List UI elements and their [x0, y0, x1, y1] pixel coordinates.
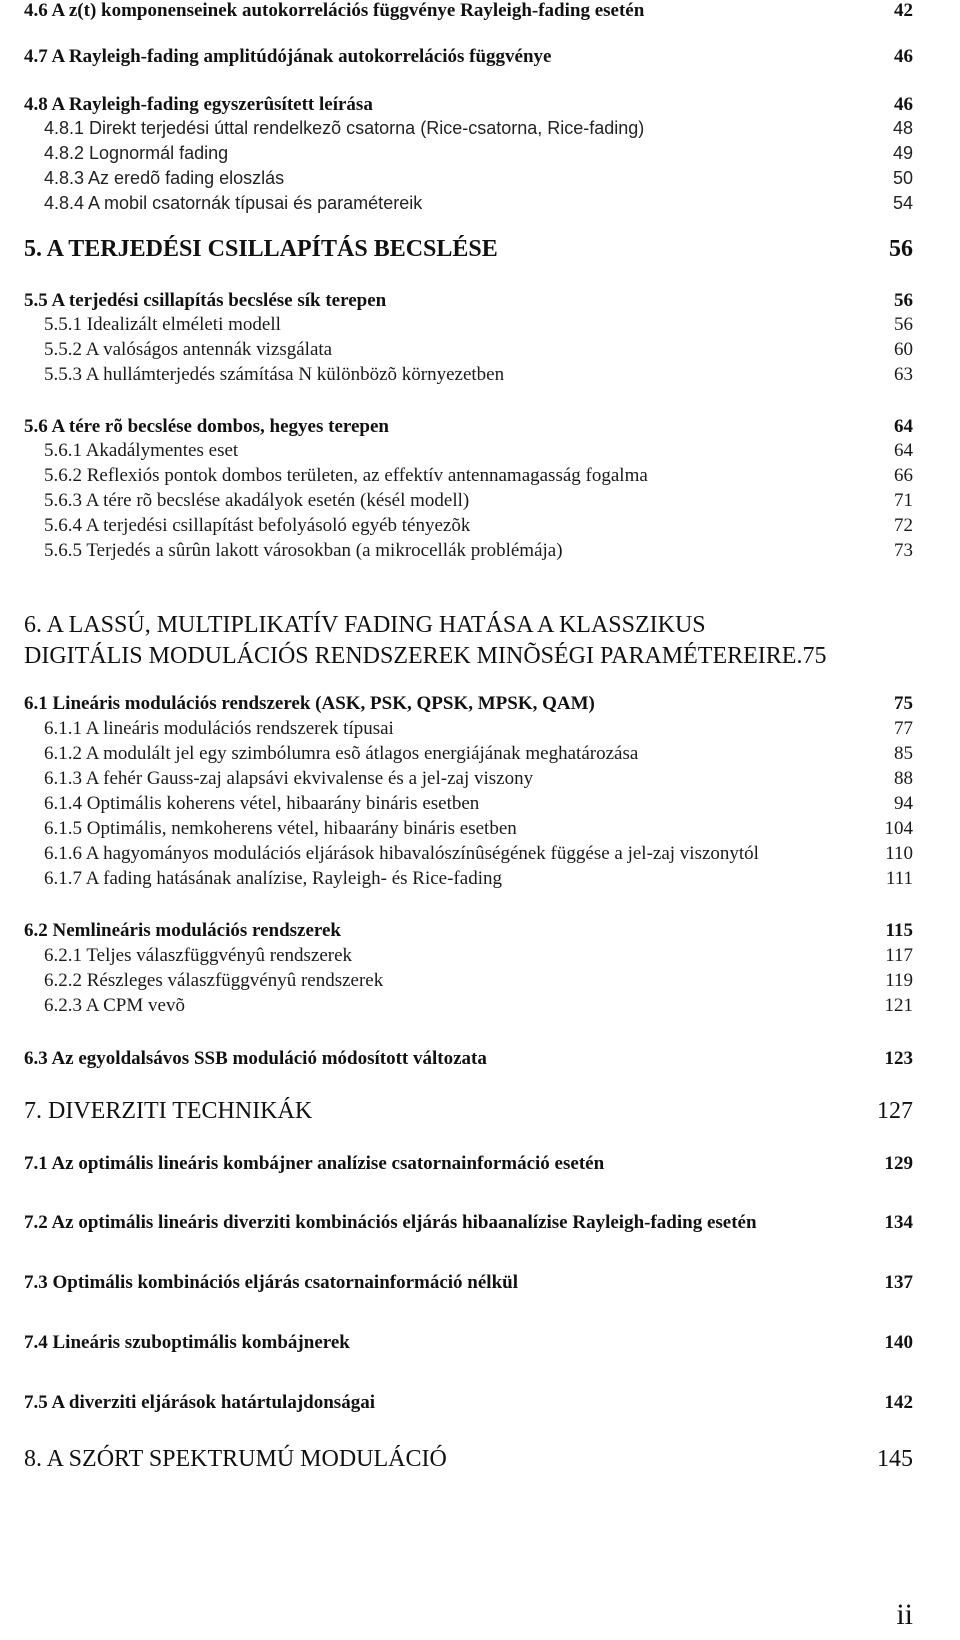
toc-entry-title: 6.2 Nemlineáris modulációs rendszerek: [24, 920, 341, 941]
toc-entry-title: 4.6 A z(t) komponenseinek autokorrelációs függvénye Rayleigh-fading esetén: [24, 0, 645, 21]
toc-entry-title: 4.8.3 Az eredõ fading eloszlás: [44, 168, 285, 188]
toc-entry-page: 46: [894, 94, 913, 115]
toc-entry-page: 64: [894, 440, 913, 461]
toc-entry-title: 7.1 Az optimális lineáris kombájner analízise csatornainformáció esetén: [24, 1153, 605, 1174]
toc-entry-title: 7.3 Optimális kombinációs eljárás csatornainformáció nélkül: [24, 1272, 518, 1293]
toc-entry-page: 64: [894, 416, 913, 437]
toc-entry-title: 5.6.3 A tére rõ becslése akadályok esetén (késél modell): [44, 490, 470, 511]
toc-entry-page: 56: [894, 314, 913, 335]
toc-entry-page: 63: [894, 364, 913, 385]
toc-entry-page: 60: [894, 339, 913, 360]
toc-entry-title: 6. A LASSÚ, MULTIPLIKATÍV FADING HATÁSA A KLASSZIKUS: [24, 612, 706, 638]
toc-entry-title: 6.1.7 A fading hatásának analízise, Rayleigh- és Rice-fading: [44, 868, 502, 889]
toc-entry-title: 6.2.2 Részleges válaszfüggvényû rendszerek: [44, 970, 384, 991]
toc-entry-title: 5.5.2 A valóságos antennák vizsgálata: [44, 339, 333, 360]
toc-entry-page: 142: [884, 1392, 913, 1413]
toc-entry-page: 72: [894, 515, 913, 536]
toc-entry-title: DIGITÁLIS MODULÁCIÓS RENDSZEREK MINÕSÉGI PARAMÉTEREIRE.75: [24, 643, 827, 669]
toc-entry-title: 5.6.2 Reflexiós pontok dombos területen, az effektív antennamagasság fogalma: [44, 465, 648, 486]
toc-entry-title: 7.5 A diverziti eljárások határtulajdonságai: [24, 1392, 375, 1413]
toc-entry-page: 56: [894, 290, 913, 311]
toc-entry-title: 4.7 A Rayleigh-fading amplitúdójának autokorrelációs függvénye: [24, 46, 552, 67]
toc-entry-page: 48: [892, 118, 913, 138]
toc-entry-title: 5.6 A tére rõ becslése dombos, hegyes terepen: [24, 416, 389, 437]
toc-entry-title: 6.1.5 Optimális, nemkoherens vétel, hibaarány bináris esetben: [44, 818, 517, 839]
toc-entry-title: 5.5 A terjedési csillapítás becslése sík terepen: [24, 290, 387, 311]
toc-entry-title: 4.8.1 Direkt terjedési úttal rendelkezõ csatorna (Rice-csatorna, Rice-fading): [44, 118, 645, 138]
toc-entry-title: 5.6.4 A terjedési csillapítást befolyásoló egyéb tényezõk: [44, 515, 471, 536]
toc-entry-page: 110: [885, 843, 913, 864]
toc-entry-page: 121: [884, 995, 913, 1016]
toc-entry-page: 123: [884, 1048, 913, 1069]
page-number: ii: [896, 1598, 913, 1631]
toc-entry-page: 111: [885, 868, 913, 889]
toc-entry-page: 115: [885, 920, 913, 941]
toc-entry-title: 5.6.1 Akadálymentes eset: [44, 440, 239, 461]
toc-entry-title: 6.1.4 Optimális koherens vétel, hibaarány bináris esetben: [44, 793, 480, 814]
toc-entry-page: 88: [894, 768, 913, 789]
toc-entry-title: 6.1.6 A hagyományos modulációs eljárások hibavalószínûségének függése a jel-zaj viszonytól: [44, 843, 759, 864]
toc-entry-page: 54: [892, 193, 913, 213]
toc-entry-page: 119: [885, 970, 913, 991]
toc-entry-page: 117: [885, 945, 913, 966]
toc-entry-title: 6.1.2 A modulált jel egy szimbólumra esõ átlagos energiájának meghatározása: [44, 743, 639, 764]
toc-entry-page: 66: [894, 465, 913, 486]
toc-entry-title: 5. A TERJEDÉSI CSILLAPÍTÁS BECSLÉSE: [24, 236, 498, 262]
toc-entry-title: 5.5.1 Idealizált elméleti modell: [44, 314, 281, 335]
toc-entry-title: 8. A SZÓRT SPEKTRUMÚ MODULÁCIÓ: [24, 1446, 447, 1472]
toc-entry-title: 7. DIVERZITI TECHNIKÁK: [24, 1098, 313, 1124]
toc-entry-page: 94: [894, 793, 913, 814]
toc-entry-page: 75: [894, 693, 913, 714]
toc-entry-page: 73: [894, 540, 913, 561]
toc-entry-page: 140: [884, 1332, 913, 1353]
toc-entry-page: 134: [884, 1212, 913, 1233]
toc-entry-title: 6.3 Az egyoldalsávos SSB moduláció módosított változata: [24, 1048, 487, 1069]
toc-entry-title: 6.1.1 A lineáris modulációs rendszerek típusai: [44, 718, 394, 739]
toc-entry-page: 46: [894, 46, 913, 67]
toc-entry-page: 137: [884, 1272, 913, 1293]
toc-entry-page: 129: [884, 1153, 913, 1174]
toc-entry-page: 77: [894, 718, 913, 739]
toc-entry-page: 50: [892, 168, 913, 188]
toc-entry-title: 6.2.1 Teljes válaszfüggvényû rendszerek: [44, 945, 353, 966]
toc-entry-page: 56: [889, 236, 913, 262]
toc-entry-title: 4.8.4 A mobil csatornák típusai és paramétereik: [44, 193, 423, 213]
toc-entry-title: 5.5.3 A hullámterjedés számítása N különbözõ környezetben: [44, 364, 505, 385]
toc-entry-page: 127: [877, 1098, 913, 1124]
toc-entry-title: 7.2 Az optimális lineáris diverziti kombinációs eljárás hibaanalízise Rayleigh-fading esetén: [24, 1212, 757, 1233]
toc-entry-page: 71: [894, 490, 913, 511]
toc-entry-title: 6.2.3 A CPM vevõ: [44, 995, 185, 1016]
toc-entry-title: 6.1 Lineáris modulációs rendszerek (ASK, PSK, QPSK, MPSK, QAM): [24, 693, 595, 714]
toc-entry-page: 85: [894, 743, 913, 764]
toc-entry-page: 49: [892, 143, 913, 163]
toc-entry-page: 145: [877, 1446, 913, 1472]
toc-entry-title: 6.1.3 A fehér Gauss-zaj alapsávi ekvivalense és a jel-zaj viszony: [44, 768, 534, 789]
toc-entry-title: 4.8.2 Lognormál fading: [44, 143, 229, 163]
toc-entry-title: 7.4 Lineáris szuboptimális kombájnerek: [24, 1332, 350, 1353]
toc-entry-page: 42: [894, 0, 913, 21]
toc-entry-title: 5.6.5 Terjedés a sûrûn lakott városokban (a mikrocellák problémája): [44, 540, 563, 561]
toc-entry-page: 104: [884, 818, 913, 839]
toc-entry-title: 4.8 A Rayleigh-fading egyszerûsített leírása: [24, 94, 373, 115]
